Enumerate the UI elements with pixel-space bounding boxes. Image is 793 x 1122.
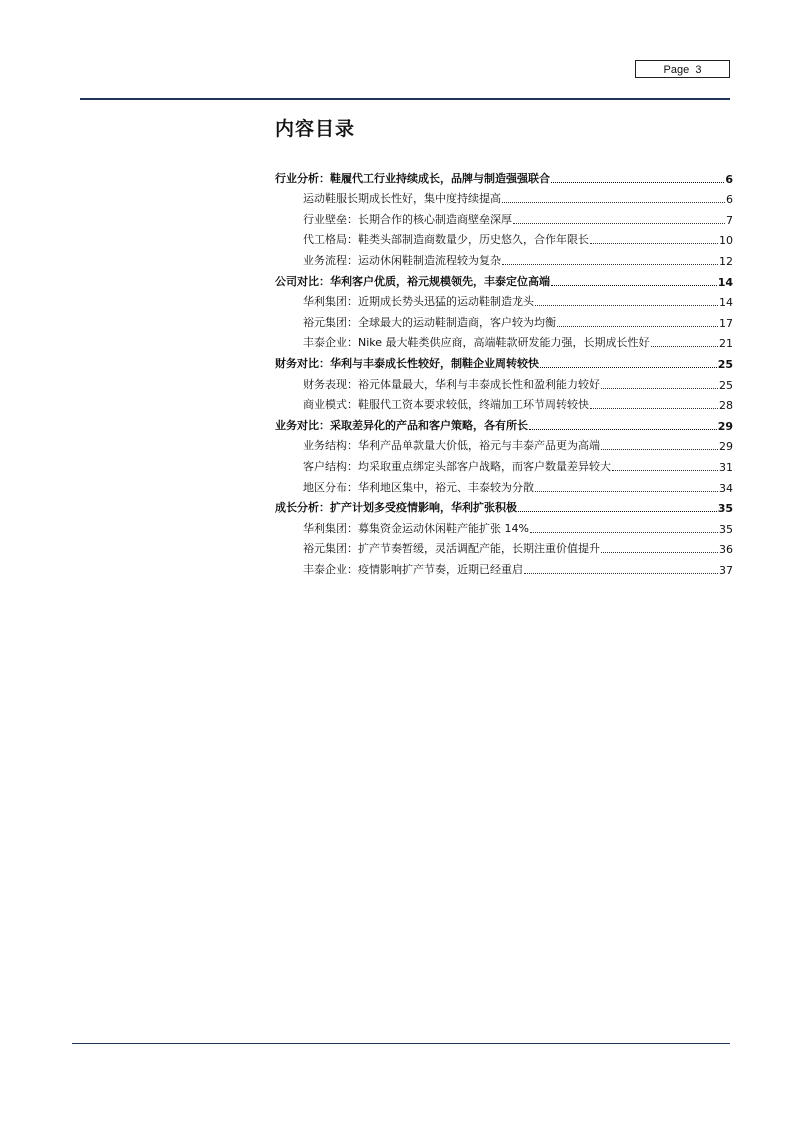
toc-leader-dots [524, 572, 718, 574]
toc-leader-dots [551, 284, 717, 286]
toc-entry-text: 商业模式：鞋服代工资本要求较低，终端加工环节周转较快 [303, 398, 589, 412]
toc-entry-text: 业务对比：采取差异化的产品和客户策略，各有所长 [275, 418, 528, 432]
toc-page-number: 10 [719, 234, 733, 248]
toc-subsection-entry[interactable] [275, 392, 733, 413]
toc-section-entry[interactable] [275, 350, 733, 371]
toc-entry-text: 地区分布：华利地区集中，裕元、丰泰较为分散 [303, 480, 534, 494]
page-indicator [635, 60, 730, 78]
toc-leader-dots [535, 304, 718, 306]
toc-entry-text: 丰泰企业：疫情影响扩产节奏，近期已经重启 [303, 562, 523, 576]
toc-leader-dots [590, 407, 718, 409]
toc-entry-text: 裕元集团：扩产节奏暂缓，灵活调配产能，长期注重价值提升 [303, 542, 600, 556]
toc-page-number: 36 [719, 543, 733, 557]
toc-page-number: 6 [726, 193, 733, 207]
toc-page-number: 37 [719, 563, 733, 577]
toc-leader-dots [540, 366, 717, 368]
toc-subsection-entry[interactable] [275, 556, 733, 577]
toc-subsection-entry[interactable] [275, 206, 733, 227]
toc-subsection-entry[interactable] [275, 453, 733, 474]
toc-entry-text: 代工格局：鞋类头部制造商数量少，历史悠久，合作年限长 [303, 233, 589, 247]
toc-page-number: 7 [726, 213, 733, 227]
toc-subsection-entry[interactable] [275, 227, 733, 248]
toc-subsection-entry[interactable] [275, 474, 733, 495]
toc-entry-text: 业务结构：华利产品单款量大价低，裕元与丰泰产品更为高端 [303, 439, 600, 453]
toc-leader-dots [529, 428, 717, 430]
toc-entry-text: 财务表现：裕元体量最大，华利与丰泰成长性和盈利能力较好 [303, 377, 600, 391]
page-label: Page [663, 64, 690, 76]
toc-entry-text: 运动鞋服长期成长性好，集中度持续提高 [303, 192, 501, 206]
toc-page-number: 28 [719, 399, 733, 413]
page-number: 3 [695, 64, 702, 76]
table-of-contents [275, 165, 733, 577]
toc-page-number: 14 [719, 296, 733, 310]
toc-subsection-entry[interactable] [275, 433, 733, 454]
toc-page-number: 14 [717, 275, 733, 289]
toc-page-number: 25 [719, 378, 733, 392]
toc-entry-text: 华利集团：近期成长势头迅猛的运动鞋制造龙头 [303, 295, 534, 309]
toc-subsection-entry[interactable] [275, 186, 733, 207]
toc-subsection-entry[interactable] [275, 536, 733, 557]
toc-page-number: 6 [725, 172, 733, 186]
toc-entry-text: 裕元集团：全球最大的运动鞋制造商，客户较为均衡 [303, 315, 556, 329]
toc-subsection-entry[interactable] [275, 371, 733, 392]
toc-leader-dots [651, 345, 718, 347]
toc-page-number: 29 [719, 440, 733, 454]
toc-leader-dots [502, 263, 718, 265]
toc-leader-dots [601, 448, 718, 450]
toc-page-number: 25 [717, 357, 733, 371]
toc-entry-text: 丰泰企业：Nike 最大鞋类供应商，高端鞋款研发能力强，长期成长性好 [303, 336, 650, 350]
toc-section-entry[interactable] [275, 268, 733, 289]
toc-leader-dots [513, 222, 725, 224]
toc-section-entry[interactable] [275, 412, 733, 433]
toc-page-number: 35 [719, 522, 733, 536]
toc-entry-text: 公司对比：华利客户优质，裕元规模领先，丰泰定位高端 [275, 274, 550, 288]
toc-entry-text: 财务对比：华利与丰泰成长性较好，制鞋企业周转较快 [275, 356, 539, 370]
toc-leader-dots [601, 551, 718, 553]
toc-leader-dots [535, 490, 718, 492]
toc-entry-text: 成长分析：扩产计划多受疫情影响，华利扩张积极 [275, 501, 517, 515]
toc-leader-dots [551, 181, 724, 183]
toc-leader-dots [502, 201, 725, 203]
toc-entry-text: 行业分析：鞋履代工行业持续成长，品牌与制造强强联合 [275, 171, 550, 185]
toc-subsection-entry[interactable] [275, 309, 733, 330]
toc-leader-dots [590, 242, 718, 244]
toc-subsection-entry[interactable] [275, 330, 733, 351]
toc-section-entry[interactable] [275, 495, 733, 516]
toc-page-number: 17 [719, 316, 733, 330]
toc-page-number: 31 [719, 460, 733, 474]
toc-leader-dots [518, 510, 717, 512]
toc-entry-text: 客户结构：均采取重点绑定头部客户战略，而客户数量差异较大 [303, 459, 611, 473]
toc-leader-dots [530, 531, 718, 533]
toc-page-number: 21 [719, 337, 733, 351]
toc-leader-dots [612, 469, 718, 471]
header-divider [80, 98, 730, 100]
toc-leader-dots [601, 387, 718, 389]
toc-subsection-entry[interactable] [275, 247, 733, 268]
toc-page-number: 12 [719, 254, 733, 268]
footer-divider [72, 1043, 730, 1044]
toc-leader-dots [557, 325, 718, 327]
toc-subsection-entry[interactable] [275, 289, 733, 310]
toc-page-number: 29 [717, 419, 733, 433]
toc-page-number: 34 [719, 481, 733, 495]
toc-page-number: 35 [717, 502, 733, 516]
toc-title: 内容目录 [275, 118, 356, 140]
toc-subsection-entry[interactable] [275, 515, 733, 536]
toc-entry-text: 业务流程：运动休闲鞋制造流程较为复杂 [303, 253, 501, 267]
toc-section-entry[interactable] [275, 165, 733, 186]
toc-entry-text: 华利集团：募集资金运动休闲鞋产能扩张 14% [303, 521, 529, 535]
toc-entry-text: 行业壁垒：长期合作的核心制造商壁垒深厚 [303, 212, 512, 226]
